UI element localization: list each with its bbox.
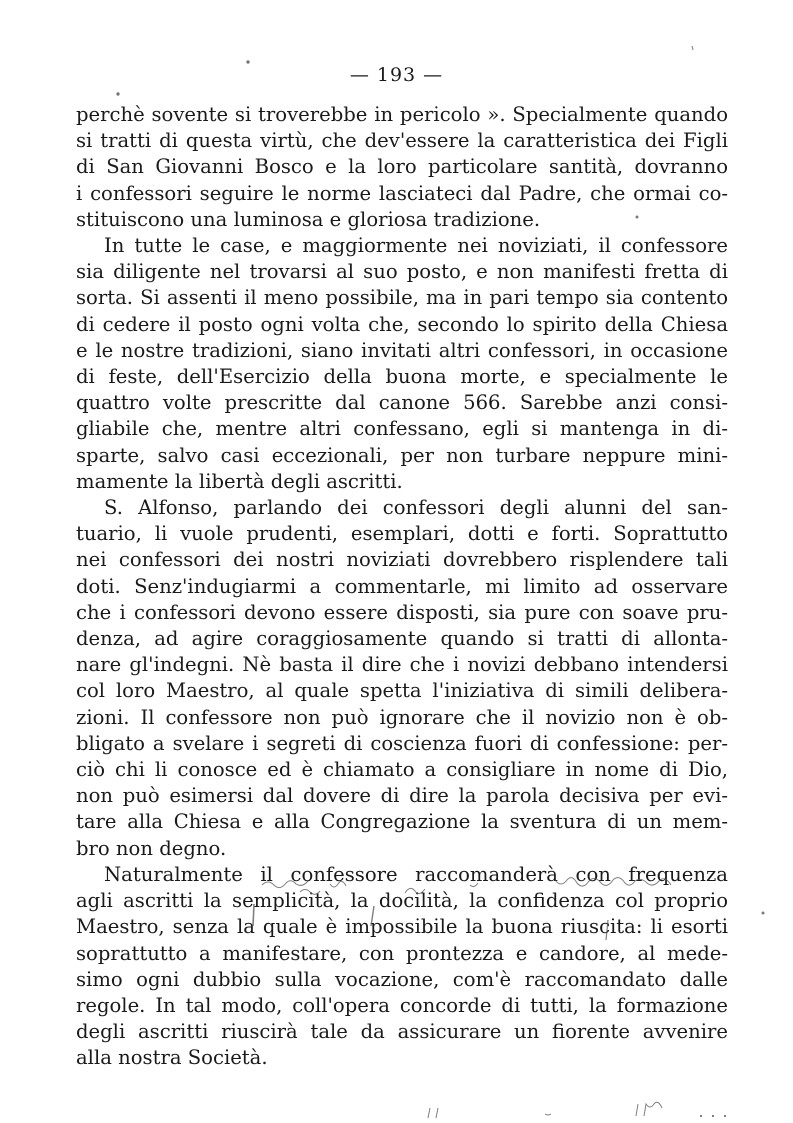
body-text bbox=[76, 102, 728, 1072]
text-line: sparte, salvo casi eccezionali, per non turbare neppure mini- bbox=[76, 443, 728, 467]
text-line: non può esimersi dal dovere di dire la parola decisiva per evi- bbox=[76, 784, 728, 808]
text-line: col loro Maestro, al quale spetta l'iniziativa di simili delibera- bbox=[76, 679, 728, 703]
text-line: simo ogni dubbio sulla vocazione, com'è raccomandato dalle bbox=[76, 967, 728, 991]
text-line: tuario, li vuole prudenti, esemplari, dotti e forti. Soprattutto bbox=[76, 522, 728, 546]
text-line: S. Alfonso, parlando dei confessori degli alunni del san- bbox=[104, 496, 728, 520]
text-line: ciò chi li conosce ed è chiamato a consigliare in nome di Dio, bbox=[76, 758, 728, 782]
text-line: sorta. Si assenti il meno possibile, ma in pari tempo sia contento bbox=[76, 286, 728, 310]
text-line: nare gl'indegni. Nè basta il dire che i novizi debbano intendersi bbox=[76, 653, 728, 677]
text-line: e le nostre tradizioni, siano invitati altri confessori, in occasione bbox=[76, 338, 728, 362]
text-line: alla nostra Società. bbox=[76, 1046, 268, 1070]
text-line: gliabile che, mentre altri confessano, egli si mantenga in di- bbox=[76, 417, 728, 441]
text-line: agli ascritti la semplicità, la docilità, la confidenza col proprio bbox=[76, 889, 728, 913]
text-line: Maestro, senza la quale è impossibile la buona riuscita: li esorti bbox=[76, 915, 728, 939]
text-line: tare alla Chiesa e alla Congregazione la sventura di un mem- bbox=[76, 810, 728, 834]
text-line: nei confessori dei nostri noviziati dovrebbero risplendere tali bbox=[76, 548, 728, 572]
text-line: che i confessori devono essere disposti, sia pure con soave pru- bbox=[76, 600, 728, 624]
text-line: bligato a svelare i segreti di coscienza fuori di confessione: per- bbox=[76, 731, 728, 755]
text-line: zioni. Il confessore non può ignorare che il novizio non è ob- bbox=[76, 705, 728, 729]
text-line: denza, ad agire coraggiosamente quando si tratti di allonta- bbox=[76, 627, 728, 651]
text-line: di feste, dell'Esercizio della buona morte, e specialmente le bbox=[76, 365, 728, 389]
page-number: — 193 — bbox=[349, 64, 444, 86]
paragraph bbox=[76, 102, 728, 233]
text-line: mamente la libertà degli ascritti. bbox=[76, 469, 403, 493]
text-line: perchè sovente si troverebbe in pericolo ». Specialmente quando bbox=[76, 103, 728, 126]
text-line: di San Giovanni Bosco e la loro particolare santità, dovranno bbox=[76, 155, 728, 179]
text-line: di cedere il posto ogni volta che, secondo lo spirito della Chiesa bbox=[76, 312, 728, 336]
text-line: Naturalmente il confessore raccomanderà con frequenza bbox=[104, 862, 728, 886]
text-line: doti. Senz'indugiarmi a commentarle, mi limito ad osservare bbox=[76, 574, 728, 598]
text-line: quattro volte prescritte dal canone 566. Sarebbe anzi consi- bbox=[76, 391, 728, 415]
text-line: degli ascritti riuscirà tale da assicurare un fiorente avvenire bbox=[76, 1020, 728, 1044]
text-line: si tratti di questa virtù, che dev'essere la caratteristica dei Figli bbox=[76, 129, 728, 153]
text-line: stituiscono una luminosa e gloriosa tradizione. bbox=[76, 207, 541, 231]
paragraph bbox=[76, 862, 728, 1072]
text-line: i confessori seguire le norme lasciateci dal Padre, che ormai co- bbox=[76, 181, 728, 205]
paragraph bbox=[76, 495, 728, 862]
paragraph bbox=[76, 233, 728, 495]
text-line: bro non degno. bbox=[76, 836, 227, 860]
text-line: soprattutto a manifestare, con prontezza e candore, al mede- bbox=[76, 941, 728, 965]
text-line: regole. In tal modo, coll'opera concorde di tutti, la formazione bbox=[76, 993, 728, 1017]
text-line: In tutte le case, e maggiormente nei noviziati, il confessore bbox=[104, 234, 728, 258]
text-line: sia diligente nel trovarsi al suo posto, e non manifesti fretta di bbox=[76, 260, 728, 284]
